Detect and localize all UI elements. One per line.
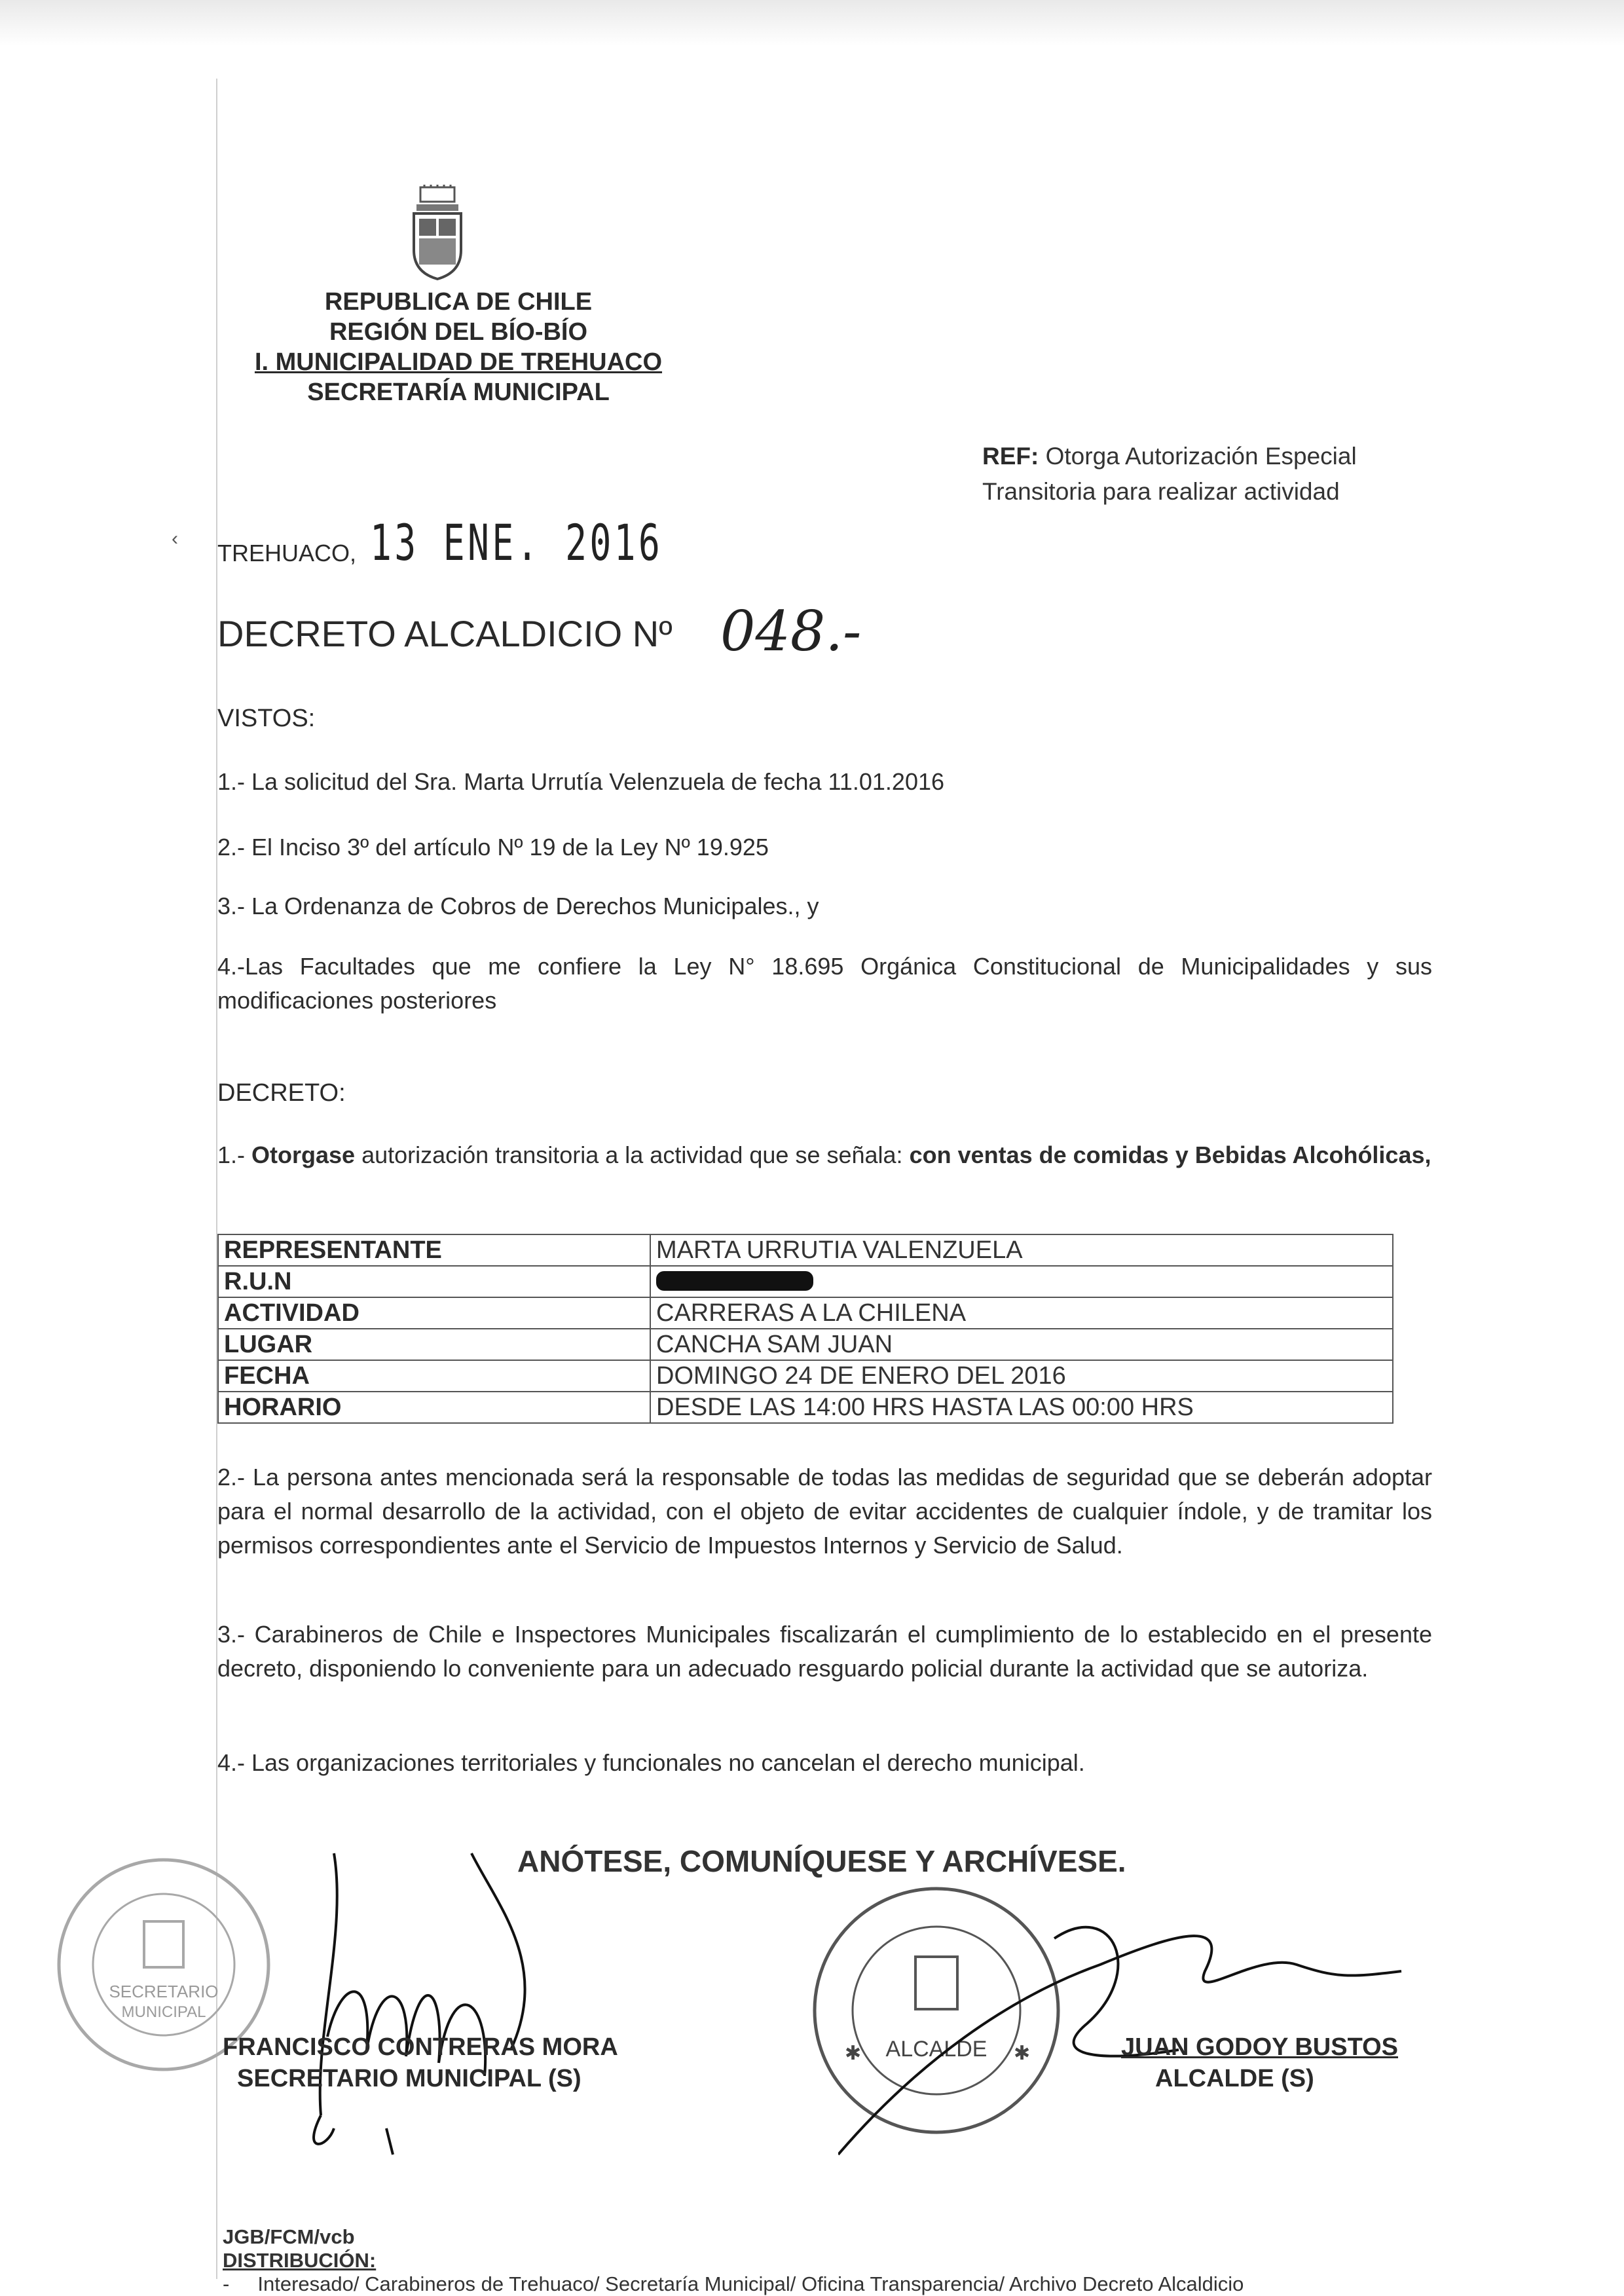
distribution-bullet: - [223,2272,258,2295]
scan-shadow [0,0,1624,46]
decreto-item-1-prefix: 1.- [217,1141,252,1168]
reference-block [982,439,1454,509]
row-label: FECHA [218,1360,650,1392]
row-value: CANCHA SAM JUAN [650,1329,1393,1360]
table-row [218,1234,1393,1266]
row-label: HORARIO [218,1392,650,1423]
date-place: TREHUACO, [217,540,357,566]
date-stamp: 13 ENE. 2016 [370,513,663,572]
table-row [218,1266,1393,1297]
header-secretariat: SECRETARÍA MUNICIPAL [307,379,610,406]
row-label: REPRESENTANTE [218,1234,650,1266]
svg-text:ALCALDE: ALCALDE [885,2037,987,2062]
vistos-item-1: 1.- La solicitud del Sra. Marta Urrutía Velenzuela de fecha 11.01.2016 [217,768,945,795]
decreto-item-1-activity: con ventas de comidas y Bebidas Alcohólicas, [909,1141,1431,1168]
closing-formula: ANÓTESE, COMUNÍQUESE Y ARCHÍVESE. [517,1844,1126,1878]
decreto-item-2: 2.- La persona antes mencionada será la responsable de todas las medidas de seguridad que se deberán adoptar para el normal desarrollo de la actividad, con el objeto de evitar accidentes de cualquier índole, y de tramitar los permisos correspondientes ante el Servicio de Impuestos Internos y Servicio de Salud. [217,1464,1432,1559]
svg-text:SECRETARIO: SECRETARIO [109,1982,219,2001]
decreto-item-1 [217,1138,1432,1172]
secretary-title: SECRETARIO MUNICIPAL (S) [237,2065,581,2092]
mayor-signature [838,1893,1428,2168]
table-row [218,1360,1393,1392]
header-municipality: I. MUNICIPALIDAD DE TREHUACO [254,348,663,376]
authorization-table [217,1234,1393,1424]
table-row [218,1329,1393,1360]
coat-of-arms-icon [407,185,468,282]
decree-title: DECRETO ALCALDICIO Nº [217,613,673,654]
decreto-item-3: 3.- Carabineros de Chile e Inspectores Municipales fiscalizarán el cumplimiento de lo establecido en el presente decreto, disponiendo lo conveniente para un adecuado resguardo policial durante la actividad que se autoriza. [217,1621,1432,1682]
row-value: DOMINGO 24 DE ENERO DEL 2016 [650,1360,1393,1392]
table-row [218,1297,1393,1329]
decree-number: 048.- [720,599,862,663]
decreto-item-1-verb: Otorgase [251,1141,356,1168]
margin-mark: ‹ [172,528,178,549]
vistos-item-3: 3.- La Ordenanza de Cobros de Derechos Municipales., y [217,893,819,919]
mayor-title: ALCALDE (S) [1155,2065,1314,2092]
mayor-name: JUAN GODOY BUSTOS [1121,2033,1399,2061]
row-value [650,1266,1393,1297]
header-republic: REPUBLICA DE CHILE [324,288,593,316]
distribution-text: Interesado/ Carabineros de Trehuaco/ Secretaría Municipal/ Oficina Transparencia/ Archivo Decreto Alcaldicio [257,2272,1244,2295]
decreto-item-4: 4.- Las organizaciones territoriales y funcionales no cancelan el derecho municipal. [217,1749,1085,1776]
row-label: ACTIVIDAD [218,1297,650,1329]
svg-text:✱: ✱ [845,2043,862,2064]
vistos-title: VISTOS: [217,705,316,732]
table-row [218,1392,1393,1423]
redaction-mark [656,1271,813,1291]
row-label: LUGAR [218,1329,650,1360]
ref-line1: Otorga Autorización Especial [1045,443,1357,470]
initials: JGB/FCM/vcb [223,2225,355,2248]
distribution-title: DISTRIBUCIÓN: [223,2249,377,2272]
header-region: REGIÓN DEL BÍO-BÍO [329,318,588,346]
decreto-title: DECRETO: [217,1079,346,1107]
distribution-list [223,2272,1244,2296]
ref-label: REF: [982,443,1039,470]
svg-text:MUNICIPAL: MUNICIPAL [121,2003,206,2021]
vistos-item-2: 2.- El Inciso 3º del artículo Nº 19 de la Ley Nº 19.925 [217,834,769,861]
vistos-item-4: 4.-Las Facultades que me confiere la Ley N° 18.695 Orgánica Constitucional de Municipalidades y sus modificaciones posteriores [217,953,1432,1014]
row-value: DESDE LAS 14:00 HRS HASTA LAS 00:00 HRS [650,1392,1393,1423]
row-value: CARRERAS A LA CHILENA [650,1297,1393,1329]
secretary-name: FRANCISCO CONTRERAS MORA [223,2033,618,2061]
ref-line2: Transitoria para realizar actividad [982,478,1340,505]
row-label: R.U.N [218,1266,650,1297]
row-value: MARTA URRUTIA VALENZUELA [650,1234,1393,1266]
svg-text:✱: ✱ [1014,2043,1031,2064]
decreto-item-1-text: autorización transitoria a la actividad que se señala: [355,1141,910,1168]
secretary-signature [275,1840,616,2181]
